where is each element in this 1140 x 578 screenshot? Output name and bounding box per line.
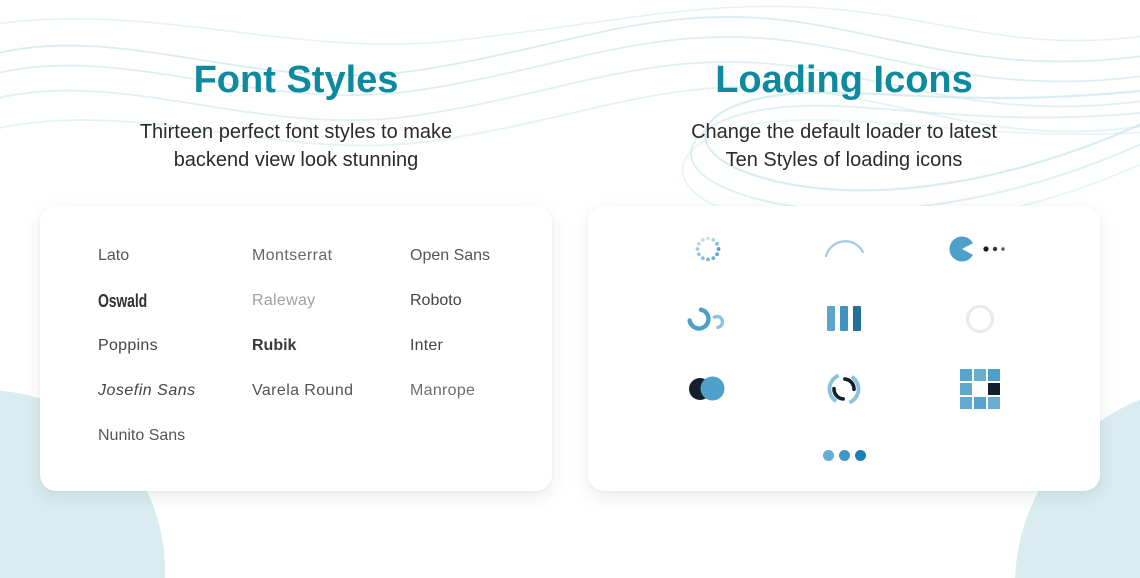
font-item-lato: Lato (98, 247, 130, 265)
font-styles-section (40, 0, 552, 491)
font-styles-subtitle (40, 118, 552, 174)
font-item-inter: Inter (410, 337, 444, 355)
font-item-varela-round: Varela Round (252, 382, 354, 400)
font-item-open-sans: Open Sans (410, 247, 491, 265)
three-bars-loader-icon (776, 284, 912, 354)
font-item-roboto: Roboto (410, 292, 462, 310)
loader-grid (588, 206, 1100, 494)
dual-disc-loader-icon (640, 354, 776, 424)
font-item-nunito-sans: Nunito Sans (98, 427, 186, 445)
loading-icons-card (588, 206, 1100, 491)
font-styles-card (40, 206, 552, 491)
loading-icons-subtitle (588, 118, 1100, 174)
three-dots-loader-icon (640, 424, 1048, 488)
font-list (40, 206, 552, 459)
font-styles-subtitle-line2: backend view look stunning (173, 148, 419, 171)
loading-icons-section (588, 0, 1100, 491)
font-item-poppins: Poppins (98, 337, 158, 355)
loading-icons-subtitle-line1: Change the default loader to latest (691, 120, 997, 143)
font-item-rubik: Rubik (252, 337, 297, 355)
double-crescent-spinner-icon (640, 284, 776, 354)
ring-loader-icon (912, 284, 1048, 354)
cube-grid-loader-icon (912, 354, 1048, 424)
loading-icons-title: Loading Icons (715, 59, 973, 101)
font-styles-subtitle-line1: Thirteen perfect font styles to make (139, 120, 453, 143)
broken-ring-spinner-icon (776, 354, 912, 424)
font-item-montserrat: Montserrat (252, 247, 333, 265)
dotted-ring-spinner-icon (640, 214, 776, 284)
font-styles-title: Font Styles (193, 59, 399, 101)
arc-spinner-icon (776, 214, 912, 284)
font-item-josefin-sans: Josefin Sans (98, 382, 196, 400)
font-item-raleway: Raleway (252, 292, 316, 310)
loading-icons-subtitle-line2: Ten Styles of loading icons (725, 148, 963, 171)
font-item-oswald: Oswald (98, 290, 148, 311)
font-item-manrope: Manrope (410, 382, 476, 400)
pacman-loader-icon (912, 214, 1048, 284)
